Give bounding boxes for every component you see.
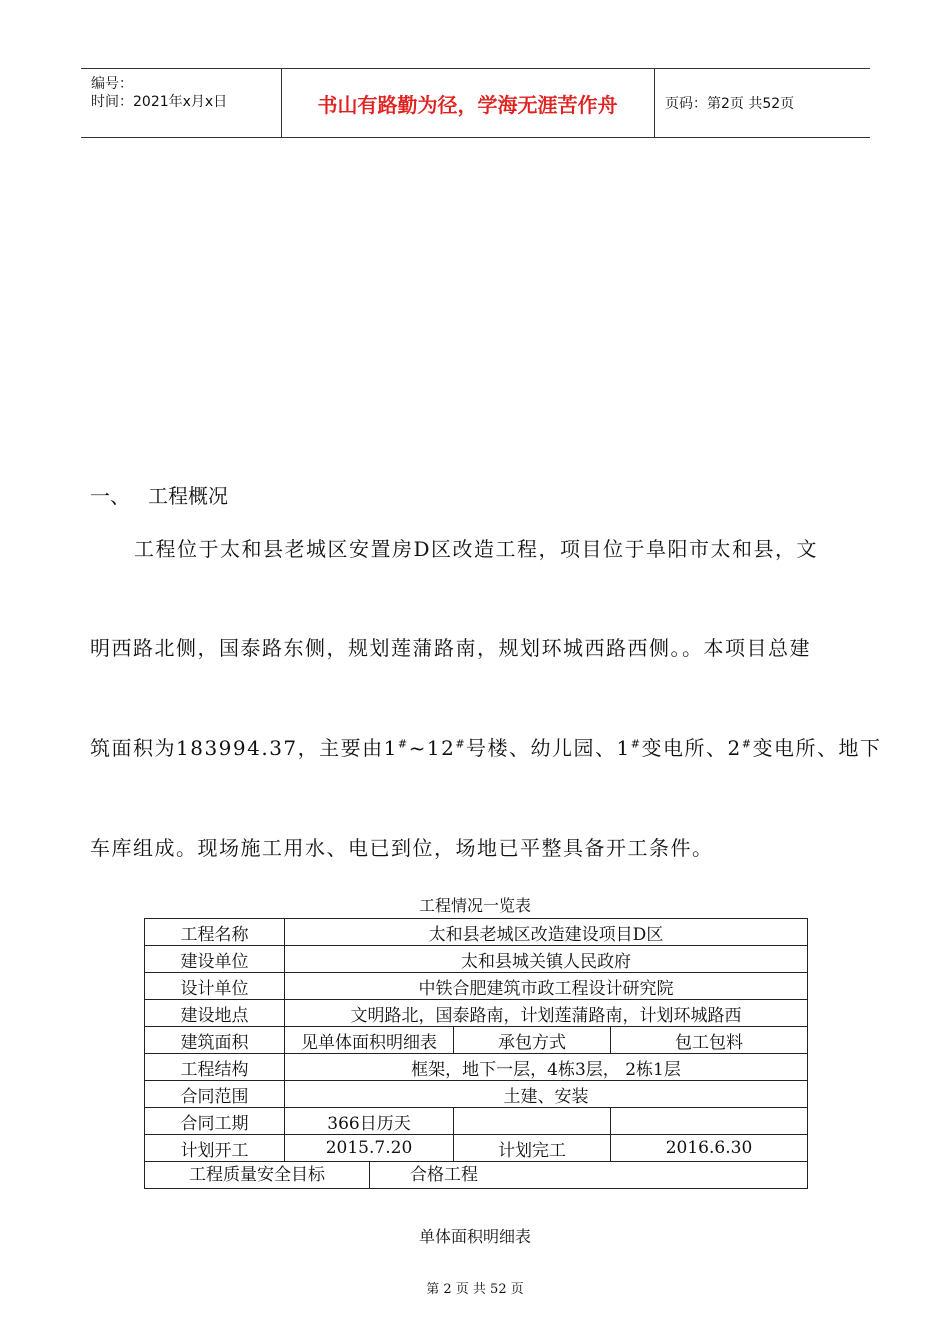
paragraph-line-2: 明西路北侧，国泰路东侧，规划莲蒲路南，规划环城西路西侧。。本项目总建 — [90, 636, 811, 660]
cell-label: 合同范围 — [145, 1081, 285, 1108]
table-row — [145, 1000, 808, 1027]
section-heading — [90, 480, 228, 509]
cell-label: 承包方式 — [454, 1027, 611, 1054]
superscript: # — [455, 737, 467, 751]
cell-label: 工程名称 — [145, 919, 285, 946]
project-info-table — [144, 918, 808, 1189]
text-run: 变电所、2 — [641, 736, 742, 760]
cell-value: 合格工程 — [410, 1165, 478, 1185]
table-row — [145, 946, 808, 973]
cell-label: 计划完工 — [454, 1135, 611, 1162]
text-run: 变电所、地下 — [752, 736, 882, 760]
table-row — [145, 973, 808, 1000]
text-run: 号楼、幼儿园、1 — [466, 736, 631, 760]
paragraph-line-3 — [90, 732, 881, 761]
header-page-info: 页码：第2页 共52页 — [665, 96, 795, 112]
cell-value: 见单体面积明细表 — [285, 1027, 454, 1054]
table-row — [145, 1054, 808, 1081]
text-run: 筑面积为183994.37，主要由1 — [90, 736, 398, 760]
page-footer: 第 2 页 共 52 页 — [426, 1282, 524, 1297]
superscript: # — [630, 737, 642, 751]
text-run: ~12 — [408, 736, 456, 760]
cell-value: 366日历天 — [285, 1108, 454, 1135]
quality-row-cell — [145, 1162, 808, 1189]
cell-empty — [611, 1108, 808, 1135]
paragraph-line-1: 工程位于太和县老城区安置房D区改造工程，项目位于阜阳市太和县，文 — [134, 537, 819, 561]
header-motto: 书山有路勤为径，学海无涯苦作舟 — [281, 69, 655, 137]
paragraph-line-4: 车库组成。现场施工用水、电已到位，场地已平整具备开工条件。 — [90, 836, 714, 860]
table2-caption: 单体面积明细表 — [418, 1227, 531, 1246]
cell-label: 合同工期 — [145, 1108, 285, 1135]
cell-value: 太和县城关镇人民政府 — [285, 946, 808, 973]
cell-value: 文明路北，国泰路南，计划莲蒲路南，计划环城路西 — [285, 1000, 808, 1027]
cell-label: 工程质量安全目标 — [145, 1162, 370, 1188]
cell-label: 计划开工 — [145, 1135, 285, 1162]
superscript: # — [741, 737, 753, 751]
table-row — [145, 1081, 808, 1108]
table-row — [145, 919, 808, 946]
section-number: 一、 — [90, 484, 130, 508]
cell-label: 建筑面积 — [145, 1027, 285, 1054]
section-title: 工程概况 — [148, 484, 228, 508]
table-caption: 工程情况一览表 — [418, 896, 531, 915]
cell-empty — [454, 1108, 611, 1135]
table-row — [145, 1108, 808, 1135]
table-row — [145, 1135, 808, 1162]
cell-value: 2015.7.20 — [285, 1135, 454, 1162]
cell-label: 建设地点 — [145, 1000, 285, 1027]
cell-label: 工程结构 — [145, 1054, 285, 1081]
table-row — [145, 1027, 808, 1054]
time-label: 时间：2021年x月x日 — [91, 94, 228, 110]
cell-value: 框架，地下一层，4栋3层， 2栋1层 — [285, 1054, 808, 1081]
cell-label: 建设单位 — [145, 946, 285, 973]
cell-value: 太和县老城区改造建设项目D区 — [285, 919, 808, 946]
cell-value: 2016.6.30 — [611, 1135, 808, 1162]
cell-value: 中铁合肥建筑市政工程设计研究院 — [285, 973, 808, 1000]
table-row — [145, 1162, 808, 1189]
cell-value: 土建、安装 — [285, 1081, 808, 1108]
page-header — [81, 68, 870, 138]
number-label: 编号： — [91, 76, 133, 92]
header-meta — [81, 69, 282, 137]
superscript: # — [397, 737, 409, 751]
cell-label: 设计单位 — [145, 973, 285, 1000]
cell-value: 包工包料 — [611, 1027, 808, 1054]
